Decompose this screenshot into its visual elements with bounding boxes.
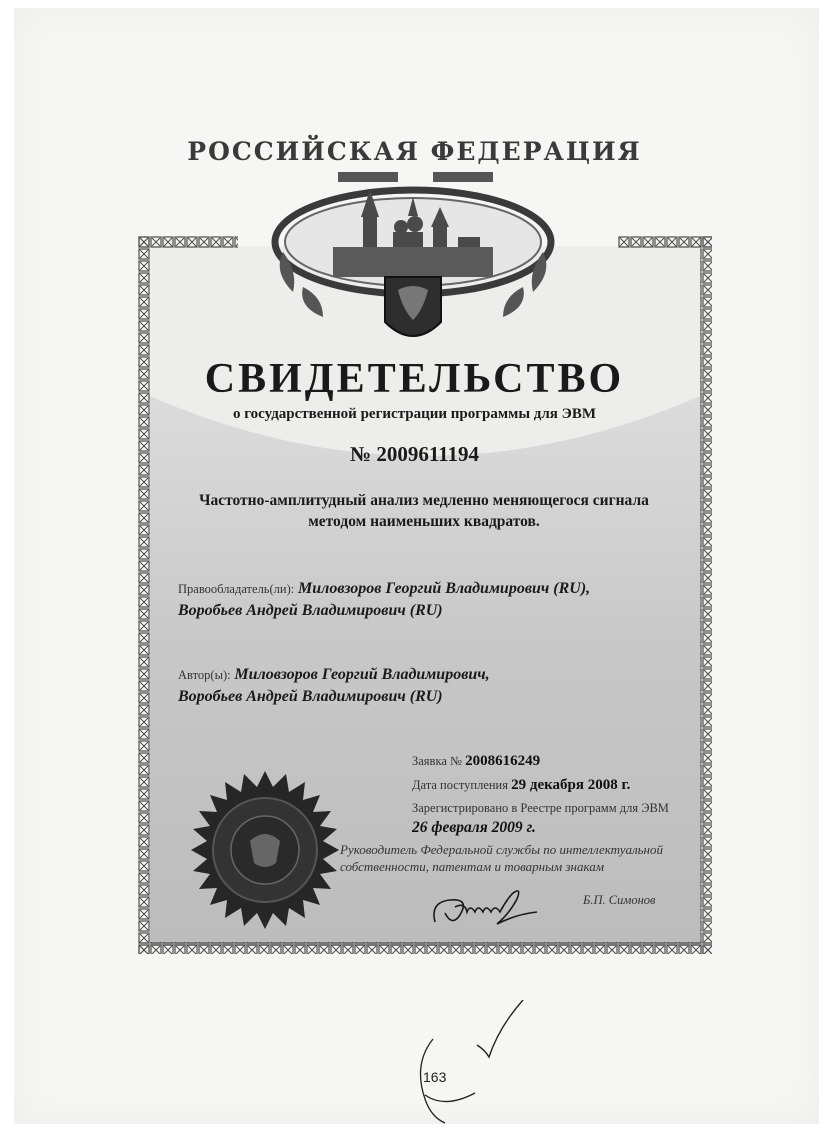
rightholder-1: Миловзоров Георгий Владимирович (RU), (298, 580, 591, 597)
application-row (412, 751, 540, 771)
rightholders-field (178, 578, 590, 622)
page-number: 163 (423, 1069, 447, 1085)
rightholder-2: Воробьев Андрей Владимирович (RU) (178, 602, 443, 619)
signatory-position (340, 841, 700, 875)
received-row (412, 775, 630, 795)
certificate-subtitle: о государственной регистрации программы для ЭВМ (232, 406, 597, 422)
handwritten-signature (425, 882, 565, 932)
signatory-position-line-2: собственности, патентам и товарным знакам (340, 859, 605, 874)
authors-label: Автор(ы): (178, 668, 231, 682)
authors-field (178, 664, 490, 708)
official-seal-icon (186, 771, 344, 929)
country-header: РОССИЙСКАЯ ФЕДЕРАЦИЯ (187, 137, 642, 166)
certificate-title: СВИДЕТЕЛЬСТВО (204, 356, 625, 402)
signatory-position-line-1: Руководитель Федеральной службы по интеллектуальной (340, 842, 664, 857)
registered-row (412, 798, 669, 838)
program-title-line-2: методом наименьших квадратов. (308, 513, 540, 530)
received-date: 29 декабря 2008 г. (511, 777, 631, 793)
received-label: Дата поступления (412, 778, 508, 792)
rightholders-label: Правообладатель(ли): (178, 582, 295, 596)
application-number: 2008616249 (465, 753, 541, 769)
application-label: Заявка № (412, 754, 462, 768)
registered-date: 26 февраля 2009 г. (412, 819, 536, 836)
certificate-number: № 2009611194 (349, 442, 480, 466)
program-title (170, 490, 678, 532)
kremlin-emblem-icon (263, 172, 563, 350)
author-2: Воробьев Андрей Владимирович (RU) (178, 688, 443, 705)
program-title-line-1: Частотно-амплитудный анализ медленно меняющегося сигнала (199, 492, 649, 509)
signatory-name: Б.П. Симонов (583, 893, 656, 907)
registered-label: Зарегистрировано в Реестре программ для ЭВМ (412, 801, 669, 815)
author-1: Миловзоров Георгий Владимирович, (234, 666, 490, 683)
